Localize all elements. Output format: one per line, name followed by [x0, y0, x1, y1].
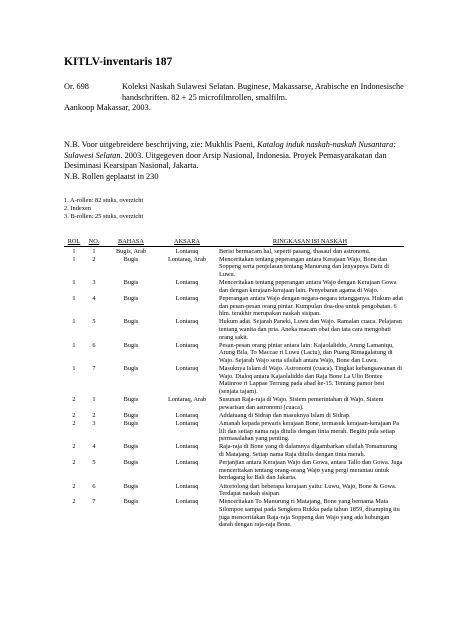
cell-rol: 2 — [72, 411, 76, 419]
cell-bahasa: Bugis — [123, 318, 139, 326]
cell-aksara: Lontaraq — [175, 294, 199, 302]
table-row — [64, 294, 404, 317]
cell-no: 5 — [92, 318, 96, 326]
cell-rol: 2 — [72, 482, 76, 490]
cell-aksara: Lontaraq — [175, 318, 199, 326]
cell-bahasa: Bugis — [123, 341, 139, 349]
cell-bahasa: Bugis — [123, 255, 139, 263]
table-header-row — [64, 237, 404, 247]
cell-rol: 2 — [72, 420, 76, 427]
bibliography-note — [64, 140, 399, 182]
section-item: 2. Indexen — [64, 205, 91, 213]
cell-rol: 1 — [72, 255, 76, 263]
note-line-1 — [64, 140, 399, 172]
cell-ringkasan: Peperangan antara Wajo dengan negara-negara tetangganya. Hukum adat dan pesan-pesan orang pintar. Kumpulan doa-doa untuk pengobatan. 6 hlm. terakhir merupakan naskah sisipan. — [219, 294, 403, 318]
cell-ringkasan: Susunan Raja-raja di Wajo. Sistem pemerintahan di Wajo. Sistem pewarisan dan astronomi (cuaca). — [219, 396, 384, 411]
cell-bahasa: Bugis — [123, 482, 139, 490]
cell-ringkasan: Attoriolong dari beberapa kerajaan yaitu: Luwu, Wajo, Bone & Gowa. Terdapat naskah sisipan — [219, 482, 397, 498]
cell-ringkasan: Raja-raja di Bone yang di dalamnya digambarkan silsilah Tomanurung di Matajang. Setiap nama Raja ditulis dengan tinta merah. — [219, 443, 398, 458]
table-row — [64, 443, 404, 459]
cell-rol: 1 — [72, 341, 76, 349]
header-no: NO. — [84, 237, 104, 247]
cell-aksara: Lontaraq — [175, 482, 199, 490]
cell-no: 6 — [92, 341, 96, 349]
cell-no: 2 — [92, 255, 96, 263]
table-row — [64, 459, 404, 482]
header-ringkasan: RINGKASAN ISI NASKAH — [216, 237, 404, 247]
cell-ringkasan: Perjanjian antara Kerajaan Wajo dan Gowa, antara Tallo dan Gowa. Juga menceritakan tentang orang-orang Wajo yang pergi merantau untuk berdagang ke Bali dan Jakarta. — [219, 459, 403, 482]
record-number: Or. 698 — [64, 82, 89, 91]
cell-ringkasan: Menceritakan tentang peperangan antara Wajo dengan Kerajaan Gowa dan dengan kerajaan-kerajaan lain. Penyebaran agama di Wajo. — [219, 279, 397, 294]
note-line-2: N.B. Rollen geplaatst in 230 — [64, 171, 159, 181]
cell-no: 4 — [92, 443, 96, 451]
record-description: Koleksi Naskah Sulawesi Selatan. Buginese, Makassarse, Arabische en Indonesische handschriften. 82 + 25 microfilmrollen, smalfilm. — [122, 82, 404, 102]
section-list — [64, 197, 364, 222]
cell-bahasa: Bugis — [123, 443, 139, 451]
table-row — [64, 482, 404, 498]
table-row — [64, 341, 404, 364]
cell-rol: 1 — [72, 365, 76, 373]
table-row — [64, 364, 404, 395]
cell-aksara: Lontaraq — [175, 279, 199, 287]
cell-bahasa: Bugis — [123, 365, 139, 373]
header-bahasa: BAHASA — [104, 237, 158, 247]
page-title: KITLV-inventaris 187 — [64, 56, 173, 68]
cell-no: 6 — [92, 482, 96, 490]
record-acquisition: Aankoop Makassar, 2003. — [64, 103, 151, 113]
table-body — [64, 247, 404, 529]
cell-ringkasan: Menceritakan tentang peperangan antara Kerajaan Wajo, Bone dan Soppeng serta penjelasan tentang Manurung dan lenyapnya Datu di Luwu. — [219, 255, 389, 278]
table-row — [64, 255, 404, 278]
cell-no: 5 — [92, 459, 96, 467]
cell-no: 1 — [92, 396, 96, 404]
cell-aksara: Lontaraq — [175, 247, 199, 255]
cell-bahasa: Bugis — [123, 498, 139, 506]
cell-bahasa: Bugis — [123, 279, 139, 287]
table-row — [64, 411, 404, 419]
cell-rol: 1 — [72, 294, 76, 302]
cell-ringkasan: Amanah kepada pewaris kerajaan Bone, termasuk kerajaan-kerajaan Pa lili dan setiap nama raja ditulis dengan tinta merah. Begitu pula setiap permasalahan yang penting. — [219, 420, 400, 443]
cell-bahasa: Bugis — [123, 294, 139, 302]
note-prefix: N.B. Voor uitgebreidere beschrijving, zie: Mukhlis Paeni, — [64, 140, 258, 149]
table-row — [64, 247, 404, 256]
cell-rol: 1 — [72, 279, 76, 287]
table-row — [64, 318, 404, 341]
cell-bahasa: Bugis, Arab — [115, 247, 147, 255]
cell-bahasa: Bugis — [123, 420, 139, 427]
cell-aksara: Lontaraq, Arab — [167, 396, 207, 404]
cell-rol: 2 — [72, 459, 76, 467]
cell-no: 3 — [92, 279, 96, 287]
cell-no: 2 — [92, 411, 96, 419]
cell-bahasa: Bugis — [123, 459, 139, 467]
table-row — [64, 419, 404, 442]
cell-no: 7 — [92, 498, 96, 506]
table-row — [64, 395, 404, 411]
collection-record — [64, 82, 404, 114]
cell-rol: 1 — [72, 247, 76, 255]
cell-no: 3 — [92, 420, 96, 427]
cell-ringkasan: Addatuang di Sidrap dan masuknya Islam di Sidrap. — [219, 411, 351, 419]
note-catalog-title: Katalog induk naskah-naskah Nusantara: Sulawesi Selatan — [64, 140, 396, 160]
cell-rol: 2 — [72, 498, 76, 506]
cell-bahasa: Bugis — [123, 411, 139, 419]
table-row — [64, 498, 404, 529]
manuscript-table — [64, 237, 404, 529]
section-item: 3. B-rollen: 25 stuks, overzicht — [64, 213, 144, 221]
cell-aksara: Lontaraq — [175, 443, 199, 451]
section-item: 1. A-rollen: 82 stuks, overzicht — [64, 197, 144, 204]
cell-ringkasan: Pesan-pesan orang pintar antara lain: Kajaolaliddo, Arung Lamaniqu, Arung Bila, To Maccae ri Luwu (Laciu), dan Puang Rimagalatung di Wajo. Sejarah Wajo serta silsilah antara Wajo, Bone dan Luwu. — [219, 341, 394, 364]
cell-ringkasan: Menceritakan To Manurung ri Matajang, Bone yang bernama Mata Silompoe sampai pada Sengkera Rukka pada tahun 1859, disamping itu juga menceritakan Raja-raja Soppeng dan Wajo yang ada hubungan darah dengan raja-raja Bone. — [219, 498, 400, 529]
cell-rol: 2 — [72, 443, 76, 451]
cell-aksara: Lontaraq — [175, 498, 199, 506]
cell-no: 1 — [92, 247, 96, 255]
cell-ringkasan: Hukum adat. Sejarah Paneki, Luwu dan Wajo. Ramalan cuaca. Pelajaran tentang wanita dan pria. Aneka macam obat dan tata cara mengobati orang sakit. — [219, 318, 402, 341]
cell-aksara: Lontaraq — [175, 411, 199, 419]
header-aksara: AKSARA — [158, 237, 216, 247]
cell-no: 4 — [92, 294, 96, 302]
note-suffix: . 2003. Uitgegeven door Arsip Nasional, Indonesia. Proyek Pemasyarakatan dan Desiminasi Kearsipan Nasional, Jakarta. — [64, 150, 387, 171]
cell-aksara: Lontaraq, Arab — [167, 255, 207, 263]
table-row — [64, 279, 404, 295]
cell-rol: 1 — [72, 318, 76, 326]
cell-aksara: Lontaraq — [175, 365, 199, 373]
cell-aksara: Lontaraq — [175, 420, 199, 427]
cell-bahasa: Bugis — [123, 396, 139, 404]
cell-no: 7 — [92, 365, 96, 373]
cell-aksara: Lontaraq — [175, 459, 199, 467]
header-rol: ROL — [64, 237, 84, 247]
cell-ringkasan: Masuknya Islam di Wajo. Astronomi (cuaca). Tingkat kebangsawanan di Wajo. Dialoq antara Kajaolaliddo dan Raja Bone La Ulio Bontee Matinroe ri Lappae Terrung pada abad ke-15. Tentang pamor besi (senjata tajam). — [219, 365, 403, 395]
cell-ringkasan: Berisi bermacam hal, seperti pasang, thasauf dan astronomi. — [219, 247, 371, 255]
cell-aksara: Lontaraq — [175, 341, 199, 349]
cell-rol: 2 — [72, 396, 76, 404]
